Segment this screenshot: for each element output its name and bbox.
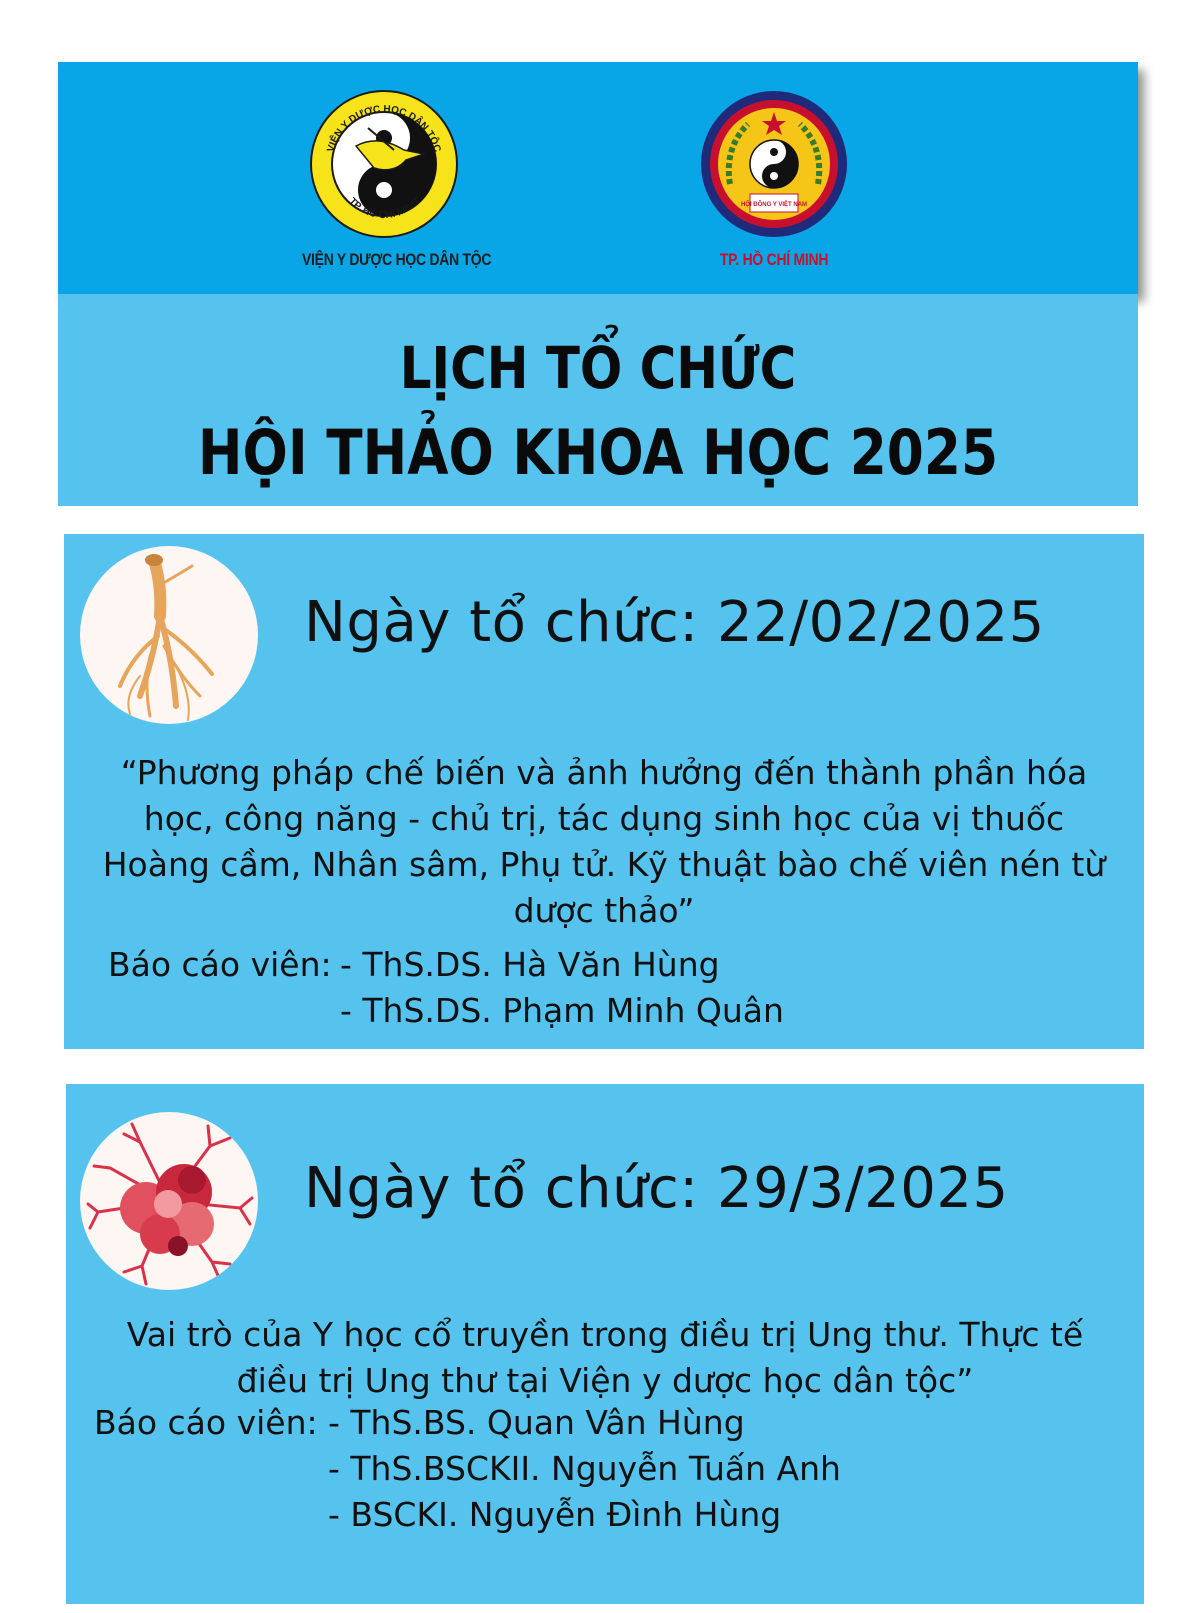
event-topic bbox=[64, 750, 1144, 934]
event-topic-line: dược thảo” bbox=[513, 891, 695, 930]
event-topic-line: Vai trò của Y học cổ truyền trong điều trị Ung thư. Thực tế bbox=[126, 1315, 1084, 1354]
institute-emblem-icon bbox=[308, 88, 460, 240]
event-date: Ngày tổ chức: 22/02/2025 bbox=[304, 590, 1045, 655]
event-topic-line: “Phương pháp chế biến và ảnh hưởng đến thành phần hóa bbox=[120, 753, 1088, 792]
tumor-cells-icon bbox=[80, 1112, 258, 1290]
event-date: Ngày tổ chức: 29/3/2025 bbox=[304, 1156, 1009, 1221]
event-card bbox=[64, 534, 1144, 1049]
speaker-list bbox=[108, 942, 784, 1034]
speaker-label: Báo cáo viên: bbox=[108, 945, 332, 984]
association-emblem-icon bbox=[698, 88, 850, 240]
speaker-label: Báo cáo viên: bbox=[94, 1403, 318, 1442]
institute-ring-text-top: VIỆN Y DƯỢC HỌC DÂN TỘC bbox=[325, 103, 443, 154]
institute-logo bbox=[284, 88, 492, 270]
event-topic bbox=[66, 1312, 1144, 1404]
speaker-name: - ThS.DS. Phạm Minh Quân bbox=[340, 991, 784, 1030]
event-card bbox=[66, 1084, 1144, 1604]
page-title-line-2: HỘI THẢO KHOA HỌC 2025 bbox=[197, 416, 999, 489]
institute-caption: VIỆN Y DƯỢC HỌC DÂN TỘC bbox=[302, 250, 492, 269]
association-logo bbox=[674, 88, 874, 270]
page-title-line-1: LỊCH TỔ CHỨC bbox=[399, 334, 797, 402]
institute-ring-text-bottom: TP. HỒ CHÍ MINH bbox=[346, 195, 422, 222]
ginseng-root-icon bbox=[80, 546, 258, 724]
speaker-name: - ThS.DS. Hà Văn Hùng bbox=[340, 945, 720, 984]
speaker-name: - ThS.BSCKII. Nguyễn Tuấn Anh bbox=[328, 1449, 841, 1488]
title-band bbox=[58, 294, 1138, 506]
event-topic-line: học, công năng - chủ trị, tác dụng sinh học của vị thuốc bbox=[143, 799, 1065, 838]
speaker-list bbox=[94, 1400, 841, 1538]
speaker-name: - ThS.BS. Quan Vân Hùng bbox=[328, 1403, 745, 1442]
header-band bbox=[58, 62, 1138, 294]
association-ribbon-text: HỘI ĐÔNG Y VIỆT NAM bbox=[740, 202, 808, 208]
event-topic-line: điều trị Ung thư tại Viện y dược học dân tộc” bbox=[236, 1361, 974, 1400]
event-topic-line: Hoàng cầm, Nhân sâm, Phụ tử. Kỹ thuật bào chế viên nén từ bbox=[102, 845, 1106, 884]
association-caption: TP. HỒ CHÍ MINH bbox=[719, 250, 829, 269]
speaker-name: - BSCKI. Nguyễn Đình Hùng bbox=[328, 1495, 782, 1534]
